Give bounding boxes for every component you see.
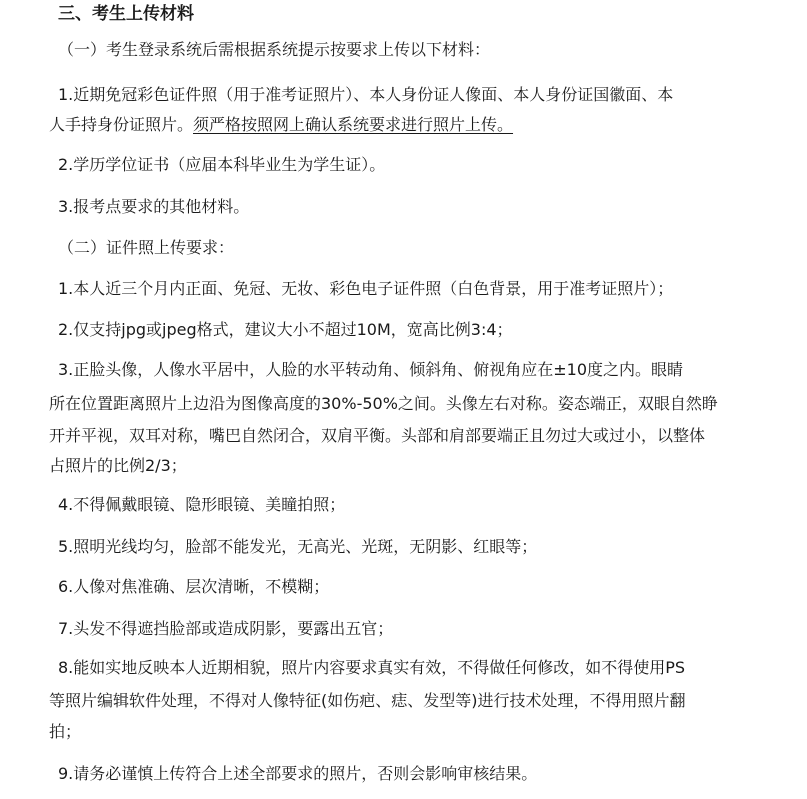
part2-item1: 1.本人近三个月内正面、免冠、无妆、彩色电子证件照（白色背景，用于准考证照片）； bbox=[58, 279, 674, 298]
part1-item1-line1: 1.近期免冠彩色证件照（用于准考证照片）、本人身份证人像面、本人身份证国徽面、本 bbox=[58, 85, 674, 104]
section-title: 三、考生上传材料 bbox=[58, 4, 194, 24]
part1-item3: 3.报考点要求的其他材料。 bbox=[58, 197, 250, 216]
part2-item8-line1: 8.能如实地反映本人近期相貌，照片内容要求真实有效，不得做任何修改，如不得使用PS bbox=[58, 658, 686, 677]
part1-item1-underlined-note: 须严格按照网上确认系统要求进行照片上传。 bbox=[193, 115, 514, 134]
part2-item4: 4.不得佩戴眼镜、隐形眼镜、美瞳拍照； bbox=[58, 495, 346, 514]
part2-item7: 7.头发不得遮挡脸部或造成阴影，要露出五官； bbox=[58, 619, 394, 638]
part2-heading: （二）证件照上传要求： bbox=[58, 238, 235, 257]
part2-item3-line4: 占照片的比例2/3； bbox=[49, 456, 187, 475]
part2-item8-line3: 拍； bbox=[49, 722, 82, 741]
part2-item3-line3: 开并平视，双耳对称，嘴巴自然闭合，双肩平衡。头部和肩部要端正且勿过大或过小，以整体 bbox=[49, 426, 706, 445]
part2-item3-line1: 3.正脸头像，人像水平居中，人脸的水平转动角、倾斜角、俯视角应在±10度之内。眼睛 bbox=[58, 360, 684, 379]
part2-item5: 5.照明光线均匀，脸部不能发光，无高光、光斑，无阴影、红眼等； bbox=[58, 537, 538, 556]
part2-item6: 6.人像对焦准确、层次清晰，不模糊； bbox=[58, 577, 330, 596]
part2-item3-line2: 所在位置距离照片上边沿为图像高度的30%-50%之间。头像左右对称。姿态端正，双眼自然睁 bbox=[49, 394, 718, 413]
part2-item2: 2.仅支持jpg或jpeg格式，建议大小不超过10M，宽高比例3:4； bbox=[58, 320, 513, 339]
part1-heading: （一）考生登录系统后需根据系统提示按要求上传以下材料： bbox=[58, 40, 491, 59]
part1-item1-plain: 人手持身份证照片。 bbox=[49, 115, 194, 134]
part2-item9: 9.请务必谨慎上传符合上述全部要求的照片，否则会影响审核结果。 bbox=[58, 764, 538, 783]
part1-item1-line2 bbox=[49, 113, 513, 137]
part2-item8-line2: 等照片编辑软件处理，不得对人像特征(如伤疤、痣、发型等)进行技术处理，不得用照片翻 bbox=[49, 691, 686, 710]
part1-item2: 2.学历学位证书（应届本科毕业生为学生证）。 bbox=[58, 155, 386, 174]
